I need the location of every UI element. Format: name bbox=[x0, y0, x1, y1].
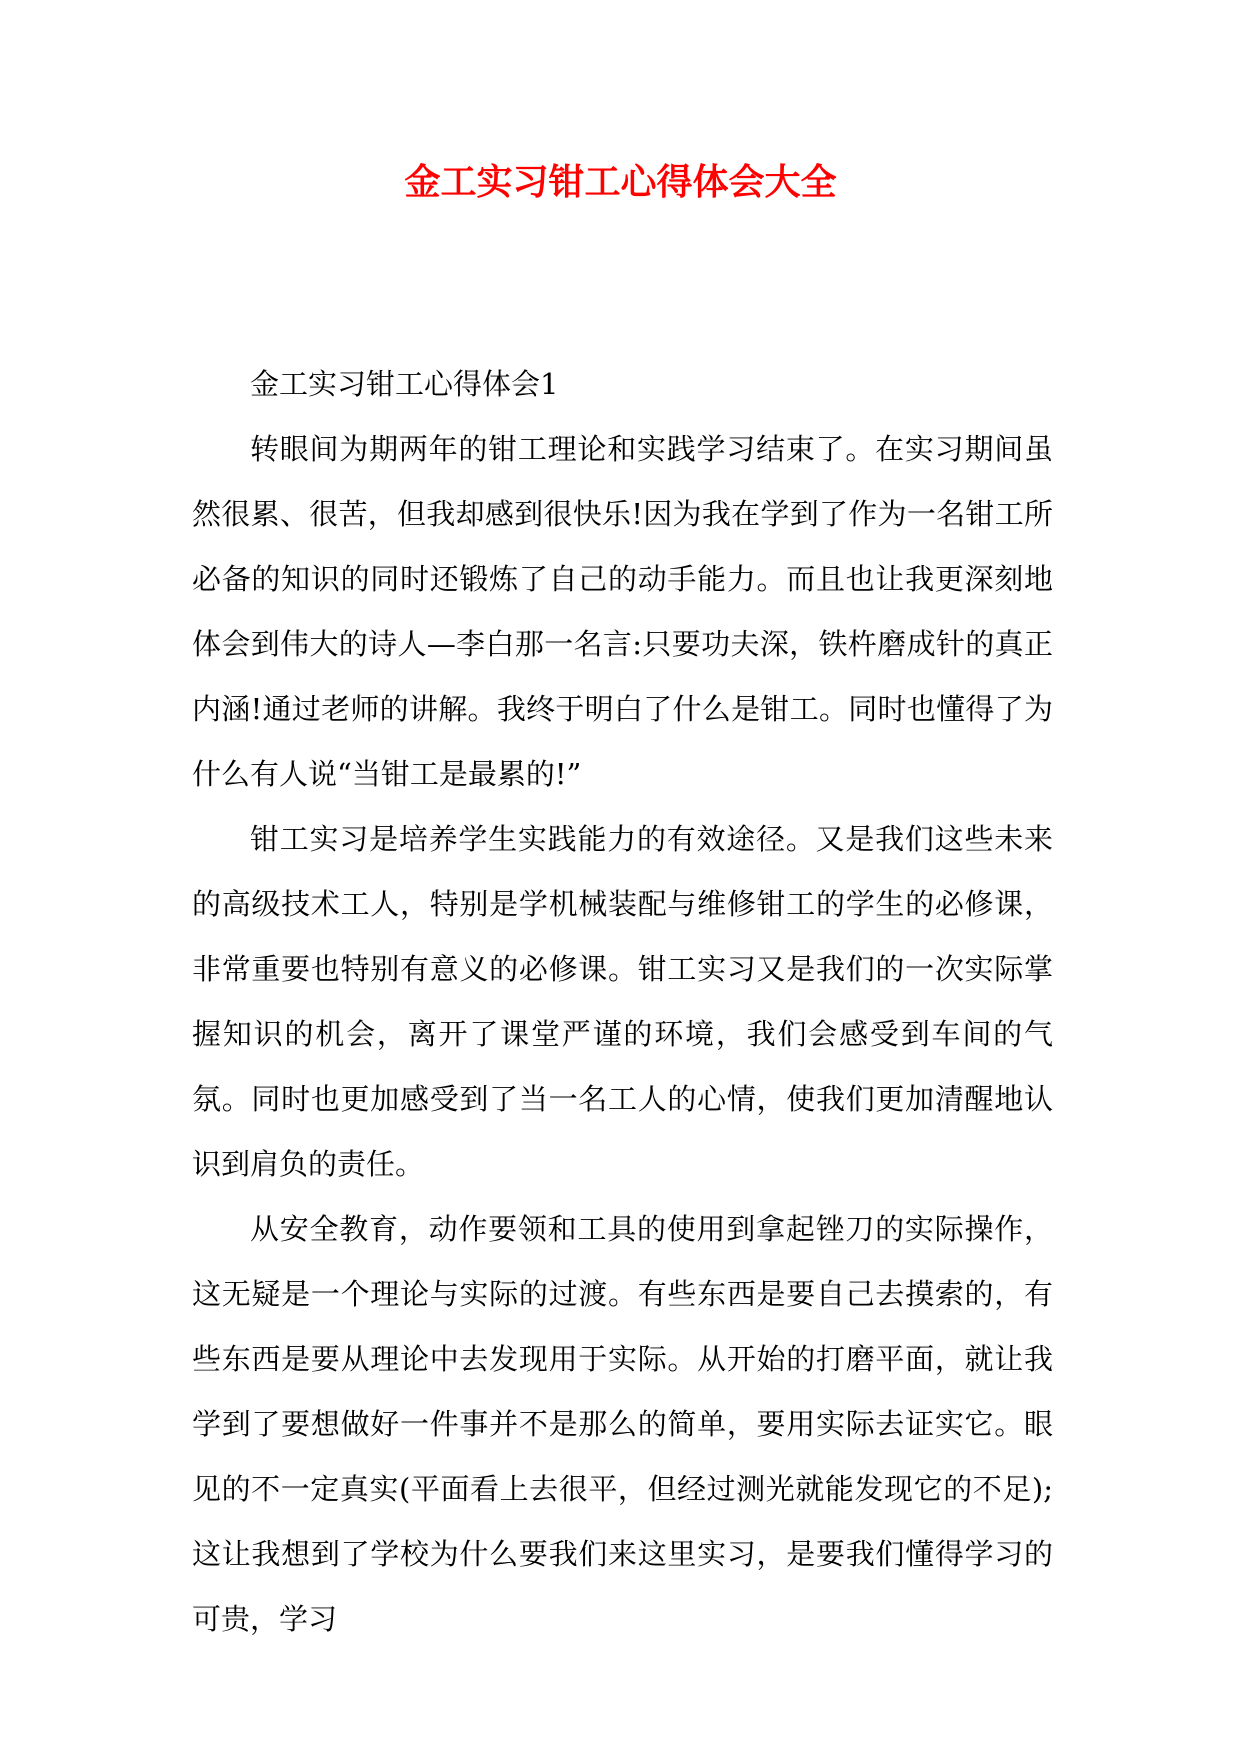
document-title: 金工实习钳工心得体会大全 bbox=[404, 161, 837, 203]
section-heading: 金工实习钳工心得体会1 bbox=[250, 367, 559, 401]
body-paragraph: 转眼间为期两年的钳工理论和实践学习结束了。在实习期间虽然很累、很苦，但我却感到很快乐!因为我在学到了作为一名钳工所必备的知识的同时还锻炼了自己的动手能力。而且也让我更深刻地体会到伟大的诗人—李白那一名言:只要功夫深，铁杵磨成针的真正内涵!通过老师的讲解。我终于明白了什么是钳工。同时也懂得了为什么有人说“当钳工是最累的!” bbox=[192, 432, 1053, 791]
body-paragraph: 从安全教育，动作要领和工具的使用到拿起锉刀的实际操作，这无疑是一个理论与实际的过渡。有些东西是要自己去摸索的，有些东西是要从理论中去发现用于实际。从开始的打磨平面，就让我学到了要想做好一件事并不是那么的简单，要用实际去证实它。眼见的不一定真实(平面看上去很平，但经过测光就能发现它的不足);这让我想到了学校为什么要我们来这里实习，是要我们懂得学习的可贵，学习 bbox=[192, 1212, 1053, 1636]
body-paragraph: 钳工实习是培养学生实践能力的有效途径。又是我们这些未来的高级技术工人，特别是学机械装配与维修钳工的学生的必修课，非常重要也特别有意义的必修课。钳工实习又是我们的一次实际掌握知识的机会，离开了课堂严谨的环境，我们会感受到车间的气氛。同时也更加感受到了当一名工人的心情，使我们更加清醒地认识到肩负的责任。 bbox=[192, 822, 1053, 1181]
document-body bbox=[192, 352, 1053, 1652]
